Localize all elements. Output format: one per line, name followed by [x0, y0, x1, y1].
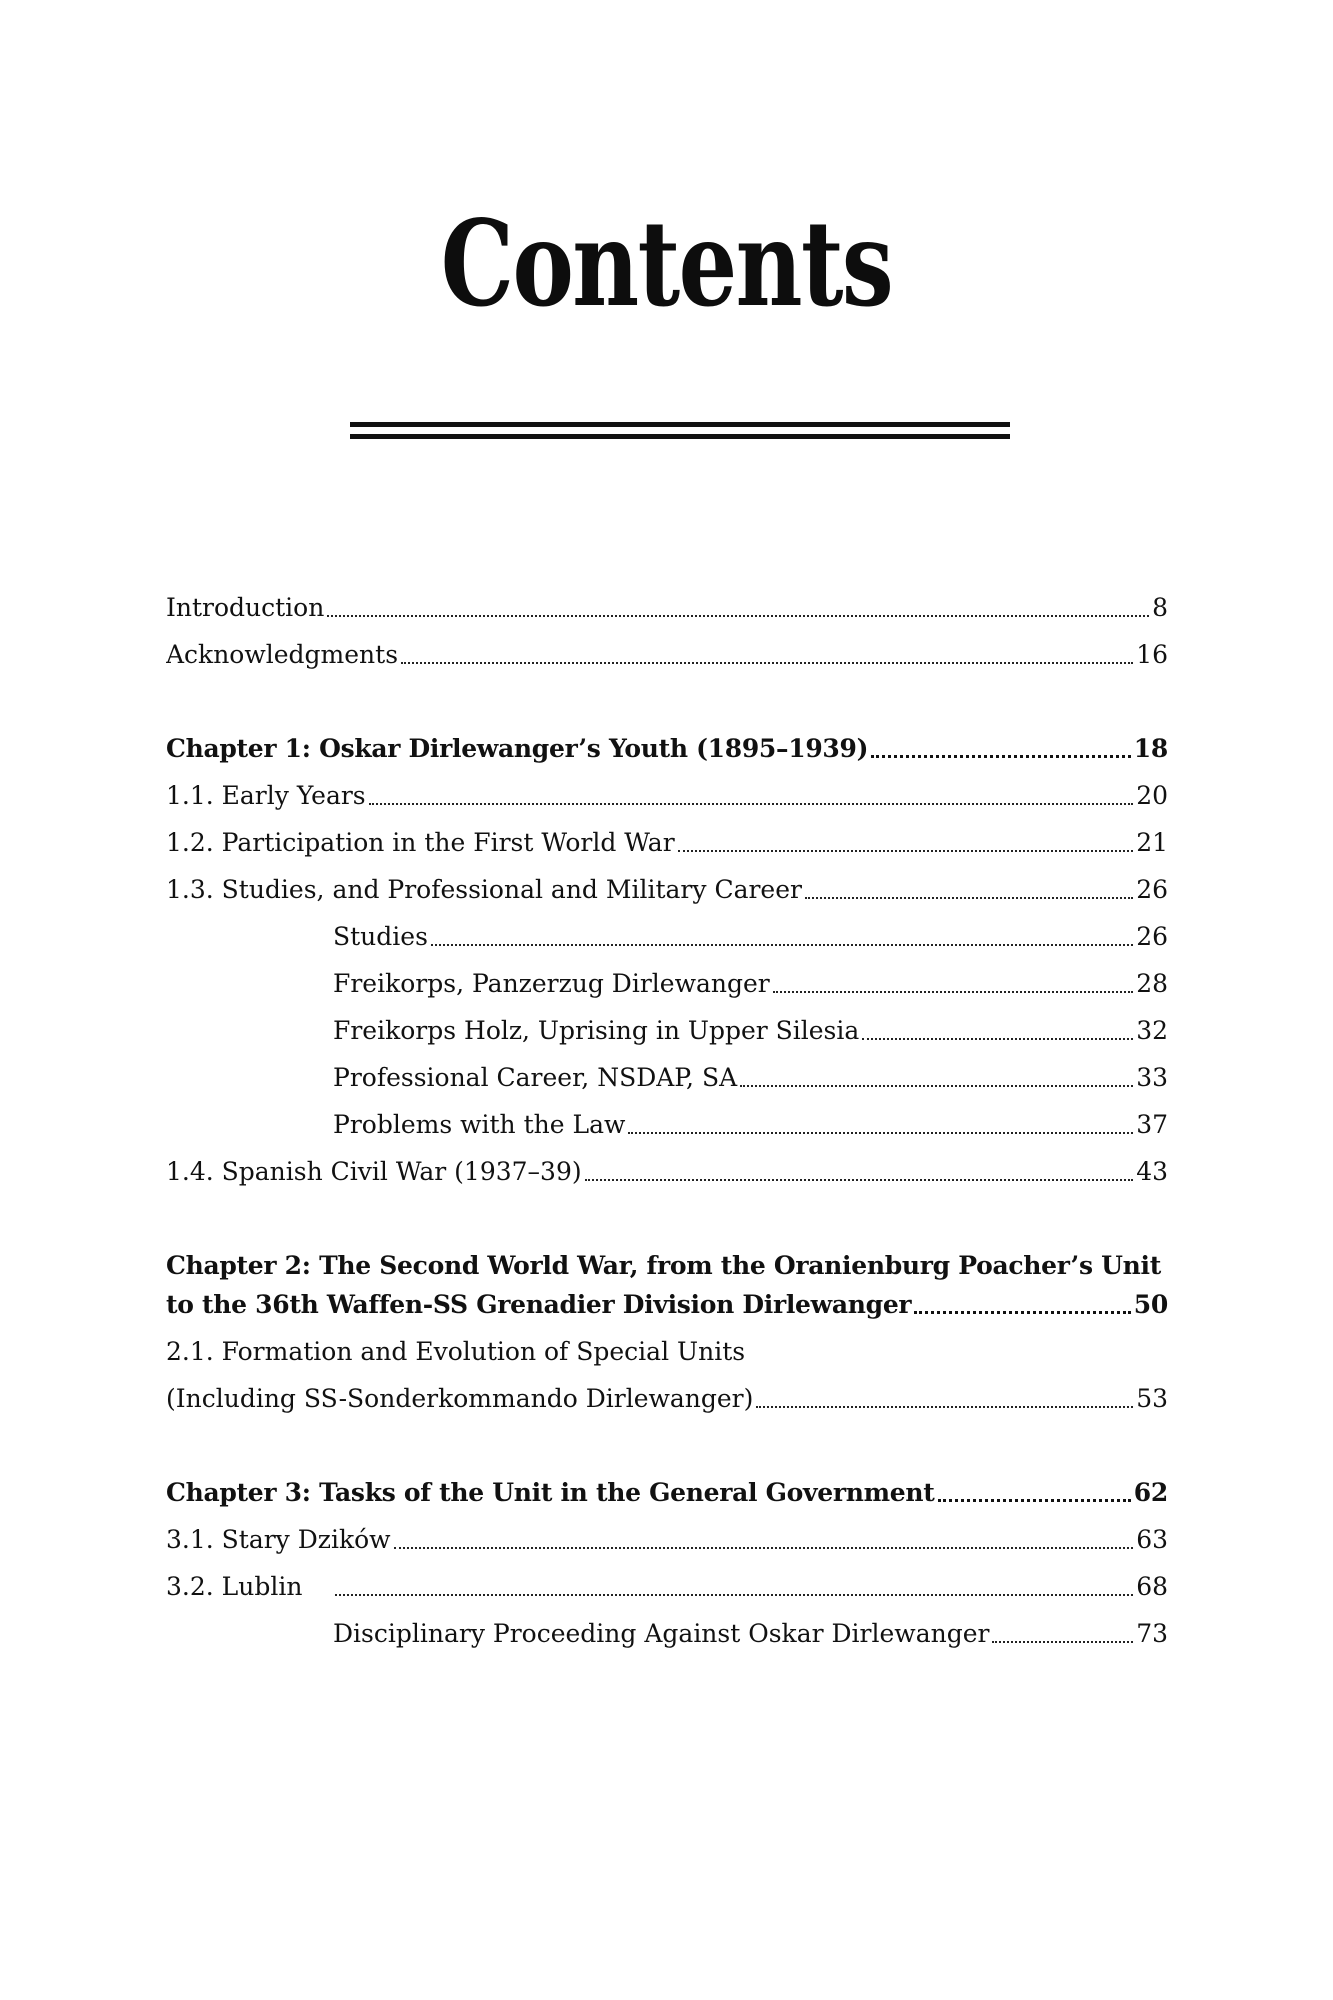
toc-chapter-2-line-1[interactable]: Chapter 2: The Second World War, from the Oranienburg Poacher’s Unit: [166, 1251, 1161, 1280]
toc-subentry-disciplinary-proceeding[interactable]: Disciplinary Proceeding Against Oskar Dirlewanger 73: [333, 1619, 1168, 1648]
title-double-rule-bottom: [350, 434, 1010, 439]
toc-entry-introduction[interactable]: Introduction 8: [166, 593, 1168, 622]
toc-chapter-3[interactable]: Chapter 3: Tasks of the Unit in the General Government 62: [166, 1478, 1168, 1507]
toc-entry-acknowledgments[interactable]: Acknowledgments 16: [166, 640, 1168, 669]
page-title: Contents: [440, 194, 893, 333]
toc-entry-2-1-line-1[interactable]: 2.1. Formation and Evolution of Special Units: [166, 1337, 746, 1366]
toc-entry-1-2[interactable]: 1.2. Participation in the First World War 21: [166, 828, 1168, 857]
toc-entry-3-2[interactable]: 3.2. Lublin 68: [166, 1572, 1168, 1601]
toc-chapter-2-line-2[interactable]: to the 36th Waffen-SS Grenadier Division Dirlewanger 50: [166, 1290, 1168, 1319]
toc-entry-3-1[interactable]: 3.1. Stary Dzików 63: [166, 1525, 1168, 1554]
toc-chapter-1[interactable]: Chapter 1: Oskar Dirlewanger’s Youth (1895–1939) 18: [166, 734, 1168, 763]
title-double-rule-top: [350, 422, 1010, 427]
toc-entry-1-3[interactable]: 1.3. Studies, and Professional and Military Career 26: [166, 875, 1168, 904]
toc-subentry-studies[interactable]: Studies 26: [333, 922, 1168, 951]
toc-subentry-professional-career[interactable]: Professional Career, NSDAP, SA 33: [333, 1063, 1168, 1092]
toc-subentry-freikorps-holz[interactable]: Freikorps Holz, Uprising in Upper Silesia 32: [333, 1016, 1168, 1045]
toc-subentry-problems-with-law[interactable]: Problems with the Law 37: [333, 1110, 1168, 1139]
toc-subentry-freikorps-panzerzug[interactable]: Freikorps, Panzerzug Dirlewanger 28: [333, 969, 1168, 998]
toc-entry-1-1[interactable]: 1.1. Early Years 20: [166, 781, 1168, 810]
toc-entry-1-4[interactable]: 1.4. Spanish Civil War (1937–39) 43: [166, 1157, 1168, 1186]
toc-entry-2-1-line-2[interactable]: (Including SS-Sonderkommando Dirlewanger) 53: [166, 1384, 1168, 1413]
